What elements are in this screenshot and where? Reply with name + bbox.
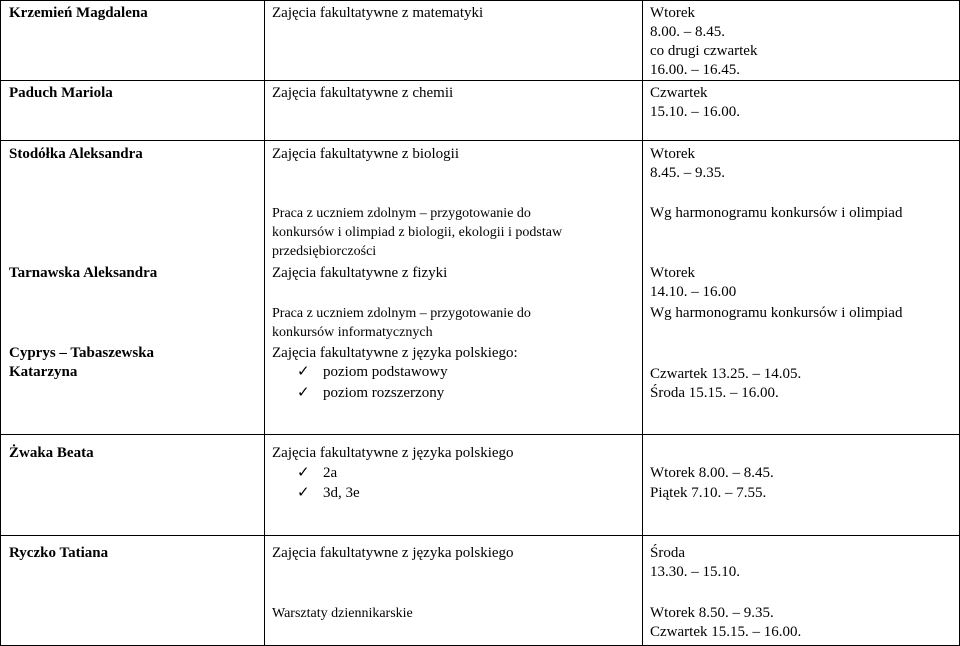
- teacher-name: Cyprys – Tabaszewska: [9, 345, 155, 361]
- schedule-line: Środa 15.15. – 16.00.: [650, 385, 779, 401]
- column-divider: [0, 0, 1, 646]
- activity-description: Praca z uczniem zdolnym – przygotowanie do: [272, 206, 531, 221]
- activity-name: Zajęcia fakultatywne z matematyki: [272, 5, 484, 21]
- activity-name: Zajęcia fakultatywne z biologii: [272, 146, 460, 162]
- level-label: 3d, 3e: [323, 485, 360, 501]
- schedule-line: Wg harmonogramu konkursów i olimpiad: [650, 305, 903, 321]
- activity-name: Zajęcia fakultatywne z języka polskiego: [272, 545, 514, 561]
- row-divider: [0, 0, 960, 1]
- activity-name: Zajęcia fakultatywne z chemii: [272, 85, 454, 101]
- schedule-line: 8.00. – 8.45.: [650, 24, 725, 40]
- row-divider: [0, 140, 960, 141]
- level-label: poziom podstawowy: [323, 364, 448, 380]
- schedule-line: Wtorek 8.00. – 8.45.: [650, 465, 774, 481]
- schedule-line: Czwartek 15.15. – 16.00.: [650, 624, 802, 640]
- activity-name: Zajęcia fakultatywne z języka polskiego:: [272, 345, 518, 361]
- schedule-line: 13.30. – 15.10.: [650, 564, 740, 580]
- schedule-line: 16.00. – 16.45.: [650, 62, 740, 78]
- schedule-line: Wg harmonogramu konkursów i olimpiad: [650, 205, 903, 221]
- activity-name: Zajęcia fakultatywne z fizyki: [272, 265, 448, 281]
- activity-description: Praca z uczniem zdolnym – przygotowanie do: [272, 306, 531, 321]
- teacher-name: Stodółka Aleksandra: [9, 146, 143, 162]
- list-item: [297, 363, 448, 382]
- schedule-line: Środa: [650, 545, 685, 561]
- row-divider: [0, 80, 960, 81]
- column-divider: [264, 0, 265, 646]
- schedule-line: Wtorek: [650, 146, 695, 162]
- schedule-line: Piątek 7.10. – 7.55.: [650, 485, 767, 501]
- schedule-line: 8.45. – 9.35.: [650, 165, 725, 181]
- schedule-line: Wtorek: [650, 265, 695, 281]
- teacher-name: Żwaka Beata: [9, 445, 94, 461]
- teacher-name: Tarnawska Aleksandra: [9, 265, 158, 281]
- list-item: [297, 384, 444, 403]
- teacher-name: Paduch Mariola: [9, 85, 113, 101]
- list-item: [297, 464, 337, 483]
- teacher-name: Ryczko Tatiana: [9, 545, 109, 561]
- schedule-line: Czwartek: [650, 85, 708, 101]
- activity-description: konkursów informatycznych: [272, 325, 433, 340]
- list-item: [297, 484, 360, 503]
- activity-name: Zajęcia fakultatywne z języka polskiego: [272, 445, 514, 461]
- row-divider: [0, 535, 960, 536]
- schedule-line: Wtorek: [650, 5, 695, 21]
- checkmark-icon: ✓: [297, 465, 310, 481]
- schedule-line: Czwartek 13.25. – 14.05.: [650, 366, 802, 382]
- teacher-name: Katarzyna: [9, 364, 78, 380]
- schedule-line: Wtorek 8.50. – 9.35.: [650, 605, 774, 621]
- teacher-name: Krzemień Magdalena: [9, 5, 148, 21]
- row-divider: [0, 434, 960, 435]
- checkmark-icon: ✓: [297, 385, 310, 401]
- schedule-line: 15.10. – 16.00.: [650, 104, 740, 120]
- activity-description: Warsztaty dziennikarskie: [272, 606, 413, 621]
- activity-description: konkursów i olimpiad z biologii, ekologii i podstaw: [272, 225, 563, 240]
- level-label: poziom rozszerzony: [323, 385, 445, 401]
- checkmark-icon: ✓: [297, 485, 310, 501]
- level-label: 2a: [323, 465, 338, 481]
- column-divider: [642, 0, 643, 646]
- checkmark-icon: ✓: [297, 364, 310, 380]
- schedule-line: co drugi czwartek: [650, 43, 758, 59]
- activity-description: przedsiębiorczości: [272, 244, 377, 259]
- schedule-line: 14.10. – 16.00: [650, 284, 737, 300]
